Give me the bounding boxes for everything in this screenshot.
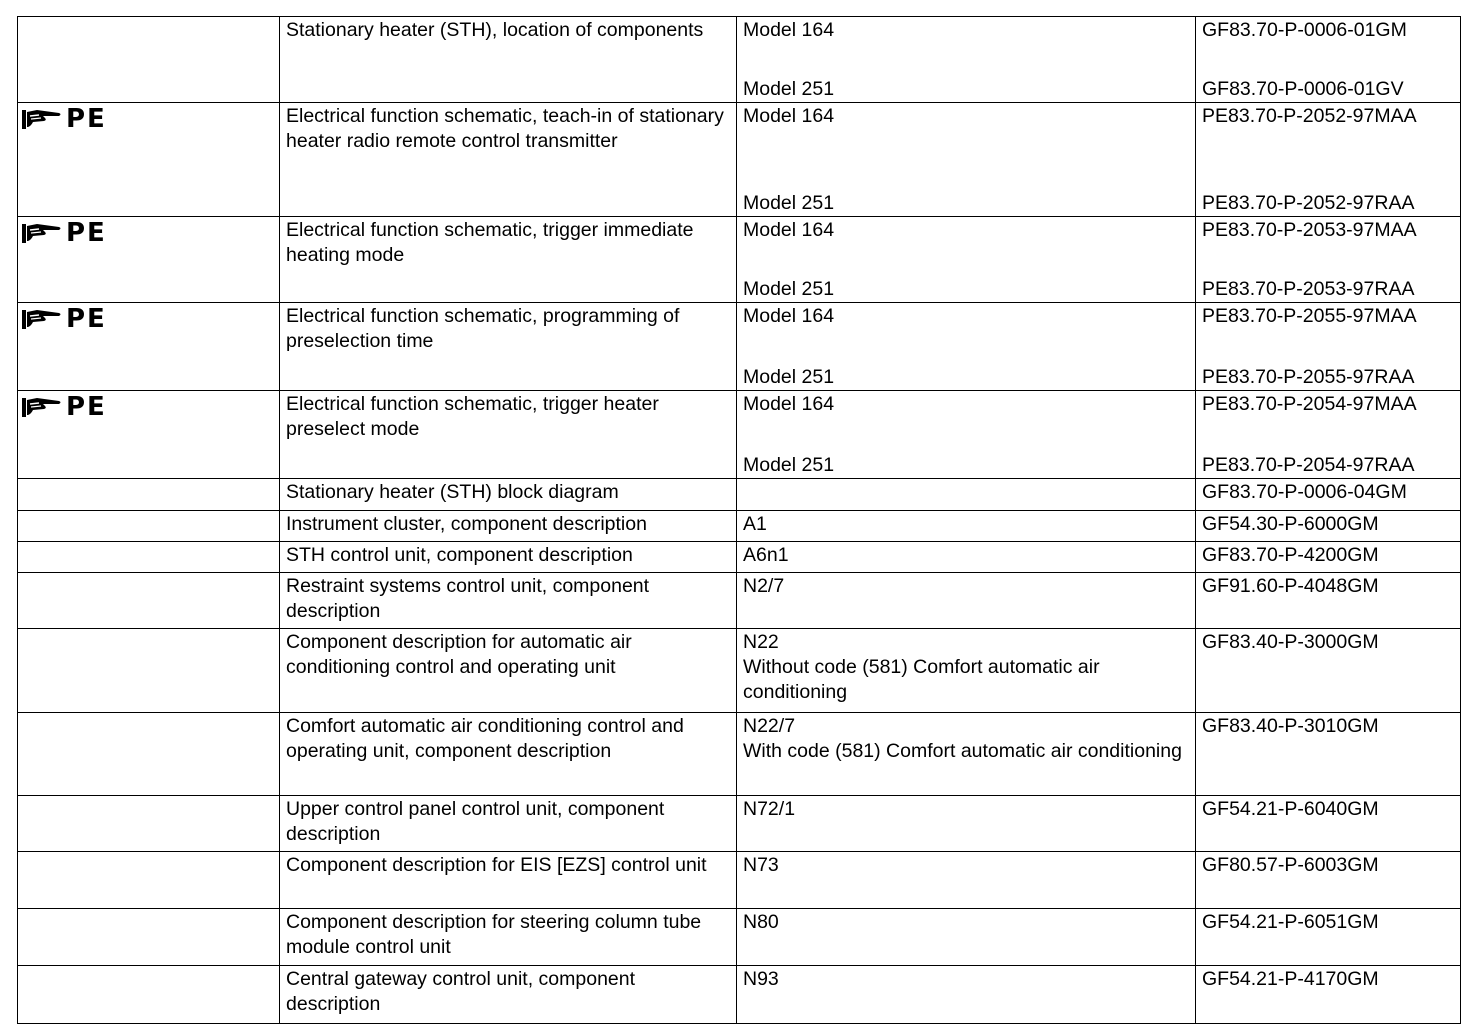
description-text: Component description for steering column tube module control unit	[286, 911, 702, 958]
table-row	[18, 17, 1461, 103]
description-cell	[280, 17, 737, 103]
description-text: Upper control panel control unit, component description	[286, 798, 665, 845]
component-ref: A6n1	[743, 544, 789, 566]
description-text: Restraint systems control unit, component description	[286, 575, 650, 622]
document-link[interactable]: GF83.70-P-0006-04GM	[1202, 481, 1407, 503]
document-link[interactable]: GF83.40-P-3000GM	[1202, 631, 1379, 653]
document-cell	[1196, 479, 1461, 511]
pe-marker[interactable]	[21, 394, 273, 420]
document-link[interactable]: GF83.70-P-0006-01GV	[1202, 78, 1404, 100]
document-link[interactable]: GF54.30-P-6000GM	[1202, 513, 1379, 535]
component-ref: N2/7	[743, 575, 785, 597]
marker-cell	[18, 17, 280, 103]
description-cell	[280, 713, 737, 796]
reference-cell	[737, 303, 1196, 391]
document-link[interactable]: GF83.70-P-0006-01GM	[1202, 19, 1407, 41]
description-cell	[280, 391, 737, 479]
reference-cell	[737, 479, 1196, 511]
document-link[interactable]: PE83.70-P-2054-97RAA	[1202, 454, 1415, 476]
description-text: Comfort automatic air conditioning control and operating unit, component description	[286, 715, 684, 762]
code-note: Without code (581) Comfort automatic air conditioning	[743, 656, 1100, 703]
reference-table	[17, 16, 1461, 1024]
description-cell	[280, 103, 737, 217]
document-link[interactable]: GF80.57-P-6003GM	[1202, 854, 1379, 876]
description-text: Electrical function schematic, trigger immediate heating mode	[286, 219, 694, 266]
reference-cell	[737, 852, 1196, 909]
marker-cell	[18, 511, 280, 542]
component-ref: N73	[743, 854, 779, 876]
reference-cell	[737, 103, 1196, 217]
description-text: Component description for EIS [EZS] control unit	[286, 854, 707, 876]
table-row	[18, 966, 1461, 1024]
document-link[interactable]: GF83.70-P-4200GM	[1202, 544, 1379, 566]
table-body	[18, 17, 1461, 1024]
document-link[interactable]: PE83.70-P-2055-97MAA	[1202, 305, 1417, 327]
model-ref: Model 164	[743, 105, 835, 127]
component-ref: A1	[743, 513, 767, 535]
description-cell	[280, 479, 737, 511]
document-link[interactable]: PE83.70-P-2055-97RAA	[1202, 366, 1415, 388]
document-link[interactable]: GF83.40-P-3010GM	[1202, 715, 1379, 737]
document-link[interactable]: PE83.70-P-2054-97MAA	[1202, 393, 1417, 415]
table-row	[18, 542, 1461, 573]
description-text: Stationary heater (STH) block diagram	[286, 481, 619, 503]
marker-cell	[18, 796, 280, 852]
code-note: With code (581) Comfort automatic air conditioning	[743, 740, 1182, 762]
marker-cell	[18, 303, 280, 391]
document-cell	[1196, 629, 1461, 713]
reference-cell	[737, 713, 1196, 796]
pointing-hand-icon	[21, 395, 63, 419]
document-link[interactable]: GF54.21-P-6051GM	[1202, 911, 1379, 933]
marker-cell	[18, 479, 280, 511]
document-cell	[1196, 217, 1461, 303]
table-row	[18, 511, 1461, 542]
document-cell	[1196, 713, 1461, 796]
document-cell	[1196, 391, 1461, 479]
document-cell	[1196, 852, 1461, 909]
document-link[interactable]: PE83.70-P-2052-97RAA	[1202, 192, 1415, 214]
document-cell	[1196, 573, 1461, 629]
table-row	[18, 103, 1461, 217]
model-ref: Model 164	[743, 305, 835, 327]
marker-cell	[18, 542, 280, 573]
description-cell	[280, 217, 737, 303]
description-text: Electrical function schematic, programming of preselection time	[286, 305, 680, 352]
reference-cell	[737, 573, 1196, 629]
table-row	[18, 217, 1461, 303]
reference-cell	[737, 391, 1196, 479]
table-row	[18, 909, 1461, 966]
component-ref: N93	[743, 968, 779, 990]
description-cell	[280, 796, 737, 852]
reference-cell	[737, 542, 1196, 573]
description-text: Electrical function schematic, trigger heater preselect mode	[286, 393, 659, 440]
reference-cell	[737, 966, 1196, 1024]
marker-cell	[18, 909, 280, 966]
description-cell	[280, 511, 737, 542]
reference-cell	[737, 17, 1196, 103]
marker-cell	[18, 966, 280, 1024]
reference-cell	[737, 511, 1196, 542]
description-text: Instrument cluster, component description	[286, 513, 647, 535]
marker-cell	[18, 852, 280, 909]
description-cell	[280, 542, 737, 573]
pe-marker[interactable]	[21, 220, 273, 246]
pe-marker[interactable]	[21, 306, 273, 332]
description-text: STH control unit, component description	[286, 544, 633, 566]
model-ref: Model 164	[743, 219, 835, 241]
table-row	[18, 852, 1461, 909]
document-cell	[1196, 303, 1461, 391]
model-ref: Model 164	[743, 19, 835, 41]
description-text: Central gateway control unit, component description	[286, 968, 636, 1015]
document-cell	[1196, 511, 1461, 542]
pe-label: PE	[66, 304, 107, 334]
pointing-hand-icon	[21, 107, 63, 131]
description-cell	[280, 909, 737, 966]
description-text: Electrical function schematic, teach-in of stationary heater radio remote control transmitter	[286, 105, 724, 152]
marker-cell	[18, 629, 280, 713]
document-link[interactable]: PE83.70-P-2053-97MAA	[1202, 219, 1417, 241]
document-cell	[1196, 103, 1461, 217]
model-ref: Model 251	[743, 454, 835, 476]
reference-cell	[737, 796, 1196, 852]
document-cell	[1196, 542, 1461, 573]
pe-marker[interactable]	[21, 106, 273, 132]
table-row	[18, 303, 1461, 391]
document-link[interactable]: GF91.60-P-4048GM	[1202, 575, 1379, 597]
pointing-hand-icon	[21, 221, 63, 245]
document-link[interactable]: GF54.21-P-4170GM	[1202, 968, 1379, 990]
document-link[interactable]: GF54.21-P-6040GM	[1202, 798, 1379, 820]
description-cell	[280, 303, 737, 391]
model-ref: Model 164	[743, 393, 835, 415]
document-cell	[1196, 966, 1461, 1024]
table-row	[18, 629, 1461, 713]
reference-cell	[737, 909, 1196, 966]
component-ref: N80	[743, 911, 779, 933]
model-ref: Model 251	[743, 278, 835, 300]
marker-cell	[18, 103, 280, 217]
component-ref: N22	[743, 631, 779, 653]
marker-cell	[18, 713, 280, 796]
document-cell	[1196, 796, 1461, 852]
pointing-hand-icon	[21, 307, 63, 331]
table-row	[18, 796, 1461, 852]
pe-label: PE	[66, 218, 107, 248]
component-ref: N22/7	[743, 715, 796, 737]
model-ref: Model 251	[743, 192, 835, 214]
pe-label: PE	[66, 104, 107, 134]
model-ref: Model 251	[743, 78, 835, 100]
table-row	[18, 573, 1461, 629]
table-row	[18, 713, 1461, 796]
marker-cell	[18, 573, 280, 629]
table-row	[18, 479, 1461, 511]
description-text: Stationary heater (STH), location of components	[286, 19, 704, 41]
pe-label: PE	[66, 392, 107, 422]
model-ref: Model 251	[743, 366, 835, 388]
description-cell	[280, 966, 737, 1024]
marker-cell	[18, 217, 280, 303]
marker-cell	[18, 391, 280, 479]
description-text: Component description for automatic air conditioning control and operating unit	[286, 631, 632, 678]
document-link[interactable]: PE83.70-P-2053-97RAA	[1202, 278, 1415, 300]
document-cell	[1196, 909, 1461, 966]
description-cell	[280, 852, 737, 909]
reference-cell	[737, 629, 1196, 713]
description-cell	[280, 573, 737, 629]
table-row	[18, 391, 1461, 479]
component-ref: N72/1	[743, 798, 796, 820]
document-cell	[1196, 17, 1461, 103]
document-link[interactable]: PE83.70-P-2052-97MAA	[1202, 105, 1417, 127]
reference-cell	[737, 217, 1196, 303]
description-cell	[280, 629, 737, 713]
